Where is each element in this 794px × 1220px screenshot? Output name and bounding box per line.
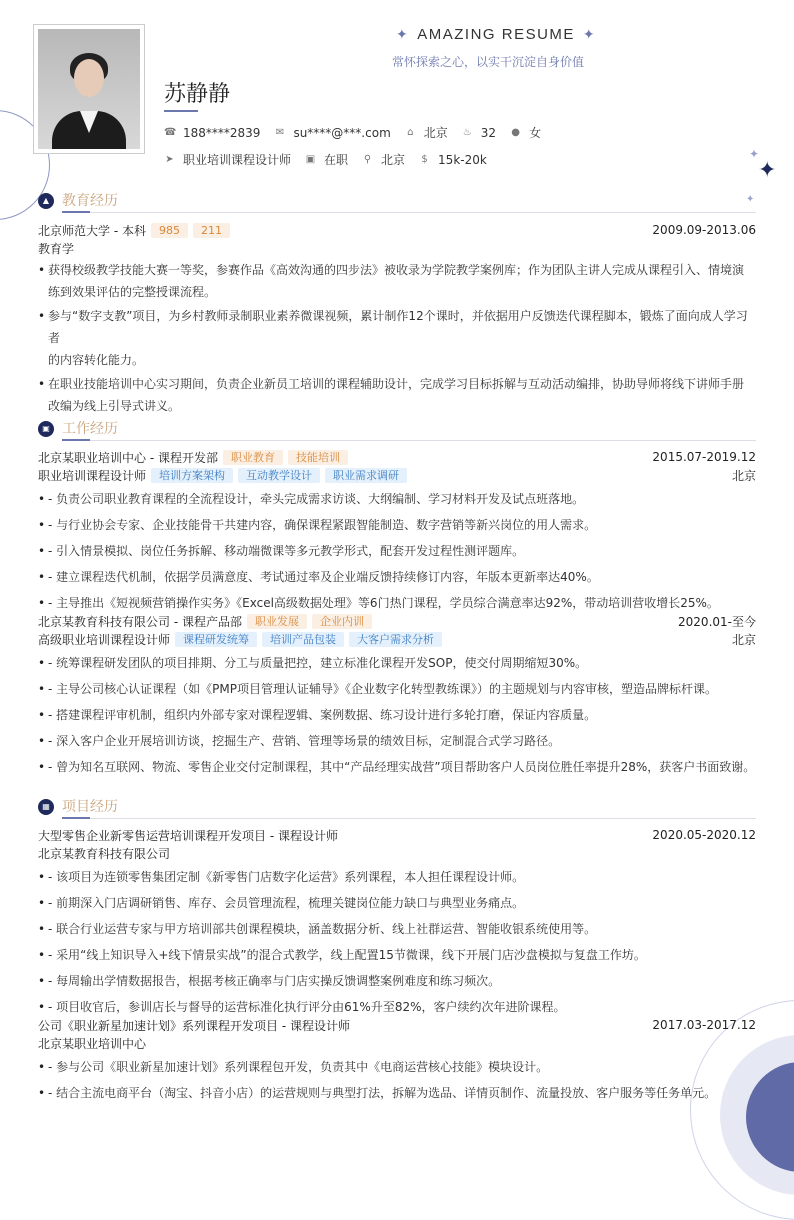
list-item: • - 建立课程迭代机制，依据学员满意度、考试通过率及企业端反馈持续修订内容，年版本更新率达40%。 [38, 564, 756, 590]
date-range: 2009.09-2013.06 [652, 223, 756, 237]
email-address: su****@***.com [293, 125, 391, 140]
job-role: 职业培训课程设计师 [38, 468, 147, 483]
list-item: • - 引入情景模拟、岗位任务拆解、移动端微课等多元教学形式，配套开发过程性测评题库。 [38, 538, 756, 564]
tag: 培训产品包装 [262, 632, 344, 647]
section-divider-accent [62, 817, 90, 819]
date-range: 2017.03-2017.12 [652, 1018, 756, 1032]
tag: 职业需求调研 [325, 468, 407, 483]
banner-title: ✦ AMAZING RESUME ✦ [396, 26, 597, 43]
slogan: 常怀探索之心，以实干沉淀自身价值 [392, 55, 585, 69]
briefcase-icon: ▣ [305, 154, 316, 165]
project-name: 公司《职业新星加速计划》系列课程开发项目 - 课程设计师 [38, 1018, 350, 1033]
tag: 985 [151, 223, 188, 238]
cake-icon: ♨ [462, 127, 472, 138]
target-job: 职业培训课程设计师 [183, 153, 292, 167]
age: 32 [480, 125, 497, 140]
list-item: • - 主导推出《短视频营销操作实务》《Excel高级数据处理》等6门热门课程，学员综合满意率达92%，带动培训营收增长25%。 [38, 590, 756, 616]
list-item: • - 结合主流电商平台（淘宝、抖音小店）的运营规则与典型打法，拆解为选品、详情页制作、流量投放、客户服务等任务单元。 [38, 1080, 756, 1106]
job-intent-row [164, 151, 501, 168]
candidate-name: 苏静静 [164, 82, 231, 107]
section-divider-accent [62, 439, 90, 441]
tag: 职业教育 [223, 450, 283, 465]
list-item: • - 每周输出学情数据报告，根据考核正确率与门店实操反馈调整案例难度和练习频次。 [38, 968, 756, 994]
section-title: 教育经历 [62, 193, 118, 209]
profile-photo [33, 24, 145, 154]
target-city: 北京 [381, 153, 406, 167]
list-item: • - 与行业协会专家、企业技能骨干共建内容，确保课程紧跟智能制造、数字营销等新兴岗位的用人需求。 [38, 512, 756, 538]
list-item: • - 负责公司职业教育课程的全流程设计，牵头完成需求访谈、大纲编制、学习材料开发及试点班落地。 [38, 486, 756, 512]
list-item: • - 采用“线上知识导入+线下情景实战”的混合式教学，线上配置15节微课，线下开展门店沙盘模拟与复盘工作坊。 [38, 942, 756, 968]
list-item: • - 搭建课程评审机制，组织内外部专家对课程逻辑、案例数据、练习设计进行多轮打磨，保证内容质量。 [38, 702, 756, 728]
job-status: 在职 [324, 153, 349, 167]
star-icon: ✦ [582, 26, 597, 42]
section-divider [62, 212, 756, 213]
job-location: 北京 [731, 632, 756, 647]
salary: 15k-20k [438, 152, 487, 167]
phone-number: 188****2839 [183, 125, 261, 140]
money-icon: $ [421, 154, 428, 165]
list-item: • 参与“数字支教”项目，为乡村教师录制职业素养微课视频，累计制作12个课时，并依据用户反馈迭代课程脚本，锻炼了面向成人学习者 的内容转化能力。 [38, 305, 756, 371]
star-icon: ✦ [396, 26, 410, 42]
sparkle-icon: ✦ [758, 158, 777, 183]
home-city: 北京 [423, 126, 448, 140]
briefcase-icon: ▣ [38, 421, 54, 437]
section-title: 项目经历 [62, 799, 118, 815]
tag: 培训方案架构 [151, 468, 233, 483]
section-title: 工作经历 [62, 421, 118, 437]
gender: 女 [529, 126, 542, 140]
date-range: 2015.07-2019.12 [652, 450, 756, 464]
list-item: • - 统筹课程研发团队的项目排期、分工与质量把控，建立标准化课程开发SOP，使交付周期缩短30%。 [38, 650, 756, 676]
sparkle-icon: ✦ [749, 147, 760, 161]
tag: 技能培训 [288, 450, 348, 465]
list-item: • - 主导公司核心认证课程（如《PMP项目管理认证辅导》《企业数字化转型教练课》）的主题规划与内容审核，塑造品牌标杆课。 [38, 676, 756, 702]
job-role: 高级职业培训课程设计师 [38, 632, 171, 647]
home-icon: ⌂ [407, 127, 414, 138]
name-underline [164, 110, 198, 112]
education-section [38, 190, 756, 417]
location-icon: ⚲ [363, 154, 372, 165]
job-location: 北京 [731, 468, 756, 483]
tag: 课程研发统筹 [175, 632, 257, 647]
school-name: 北京师范大学 - 本科 [38, 223, 146, 238]
gender-icon: ● [511, 127, 520, 138]
send-icon: ➤ [165, 154, 174, 165]
work-section [38, 418, 756, 780]
project-org: 北京某职业培训中心 [38, 1036, 147, 1051]
project-org: 北京某教育科技有限公司 [38, 846, 171, 861]
date-range: 2020.01-至今 [678, 614, 756, 629]
company-name: 北京某教育科技有限公司 - 课程产品部 [38, 614, 242, 629]
mail-icon: ✉ [275, 127, 285, 138]
sparkle-icon: ✦ [746, 194, 755, 205]
tag: 211 [193, 223, 230, 238]
projects-section [38, 796, 756, 1106]
section-divider [62, 818, 756, 819]
phone-icon: ☎ [164, 127, 177, 138]
date-range: 2020.05-2020.12 [652, 828, 756, 842]
project-name: 大型零售企业新零售运营培训课程开发项目 - 课程设计师 [38, 828, 338, 843]
major: 教育学 [38, 241, 75, 256]
list-item: • - 前期深入门店调研销售、库存、会员管理流程，梳理关键岗位能力缺口与典型业务痛点。 [38, 890, 756, 916]
tag: 企业内训 [312, 614, 372, 629]
company-name: 北京某职业培训中心 - 课程开发部 [38, 450, 218, 465]
list-item: • - 曾为知名互联网、物流、零售企业交付定制课程，其中“产品经理实战营”项目帮助客户人员岗位胜任率提升28%，获客户书面致谢。 [38, 754, 756, 780]
graduation-cap-icon: ▲ [38, 193, 54, 209]
tag: 职业发展 [247, 614, 307, 629]
list-item: • - 该项目为连锁零售集团定制《新零售门店数字化运营》系列课程，本人担任课程设计师。 [38, 864, 756, 890]
tag: 大客户需求分析 [349, 632, 442, 647]
list-item: • - 联合行业运营专家与甲方培训部共创课程模块，涵盖数据分析、线上社群运营、智能收银系统使用等。 [38, 916, 756, 942]
contact-info-row [164, 124, 555, 141]
tag: 互动教学设计 [238, 468, 320, 483]
list-item: • - 深入客户企业开展培训访谈，挖掘生产、营销、管理等场景的绩效目标，定制混合式学习路径。 [38, 728, 756, 754]
list-item: • - 项目收官后，参训店长与督导的运营标准化执行评分由61%升至82%，客户续约次年进阶课程。 [38, 994, 756, 1020]
list-item: • 在职业技能培训中心实习期间，负责企业新员工培训的课程辅助设计，完成学习目标拆解与互动活动编排，协助导师将线下讲师手册 改编为线上引导式讲义。 [38, 373, 756, 417]
list-item: • 获得校级教学技能大赛一等奖，参赛作品《高效沟通的四步法》被收录为学院教学案例库；作为团队主讲人完成从课程引入、情境演 练到效果评估的完整授课流程。 [38, 259, 756, 303]
list-item: • - 参与公司《职业新星加速计划》系列课程包开发，负责其中《电商运营核心技能》模块设计。 [38, 1054, 756, 1080]
section-divider [62, 440, 756, 441]
grid-icon: ▦ [38, 799, 54, 815]
section-divider-accent [62, 211, 90, 213]
